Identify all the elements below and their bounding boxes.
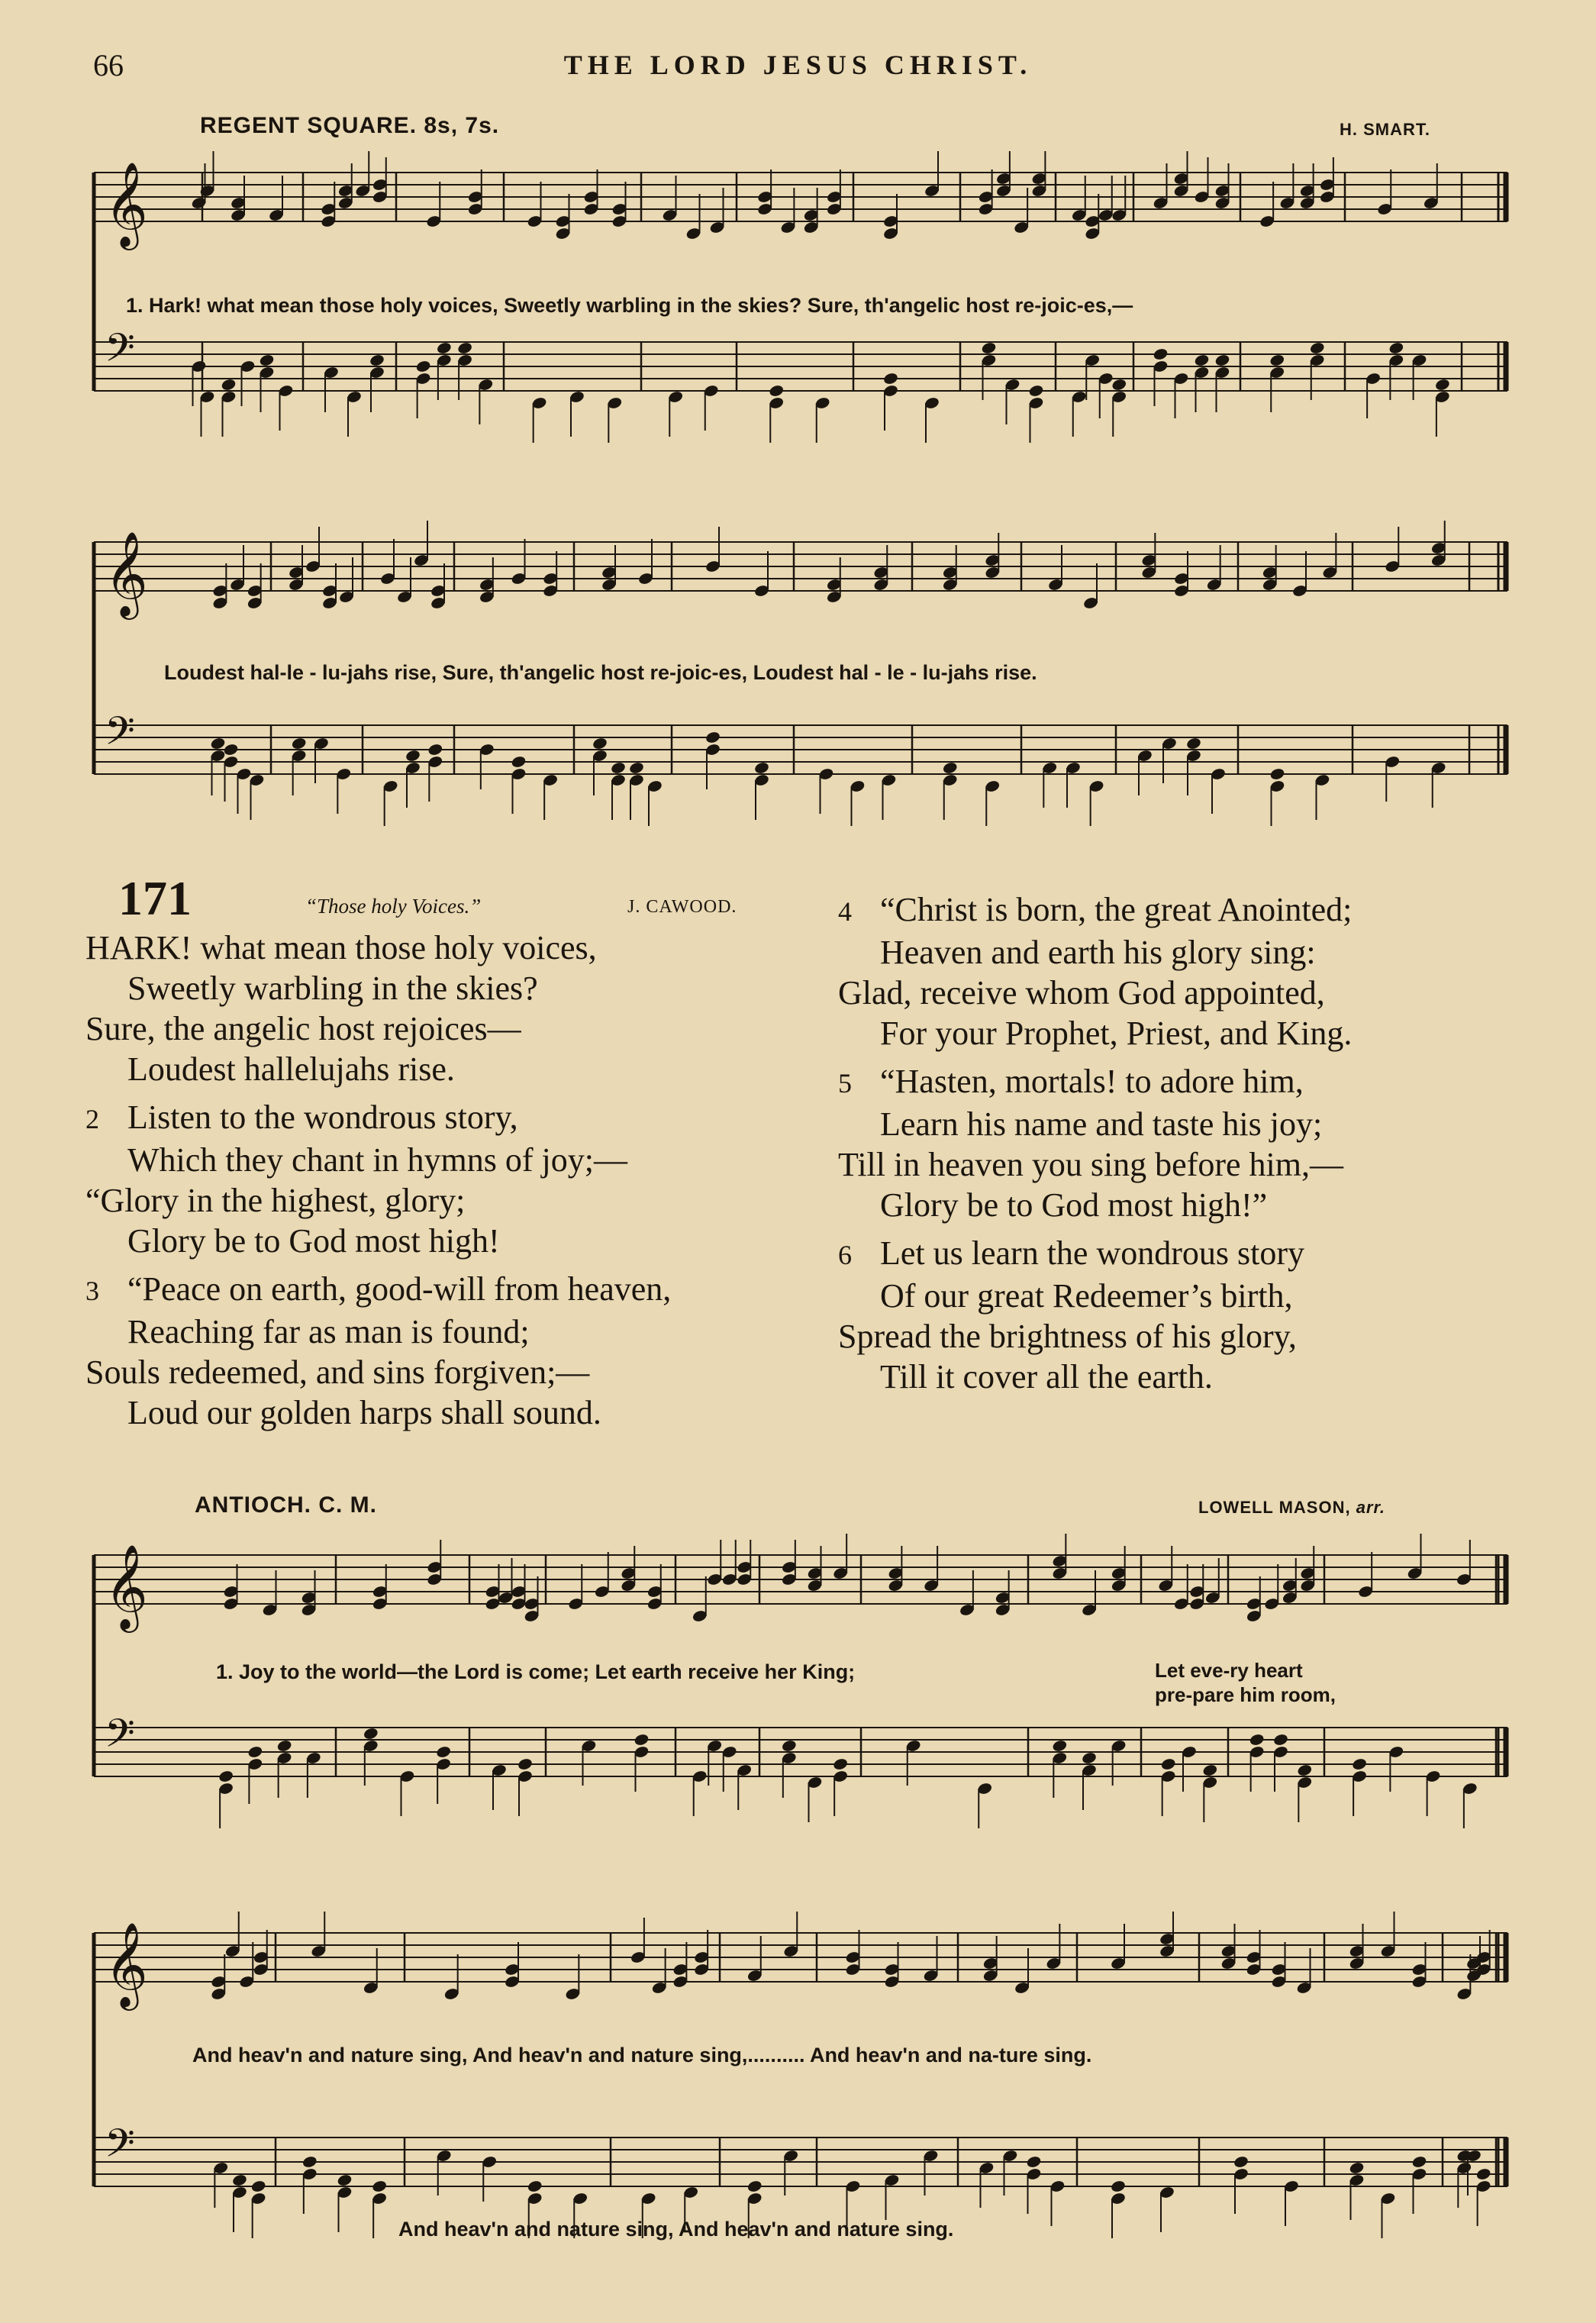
note-head [610, 761, 626, 775]
verse-text: “Glory in the highest, glory; [85, 1182, 466, 1219]
lyric-line: 1. Joy to the world—the Lord is come; Let earth receive her King; [216, 1660, 856, 1683]
verse-line [838, 1144, 1352, 1185]
verse-text: Glory be to God most high! [127, 1222, 500, 1260]
note-head [250, 2179, 266, 2193]
note-head [1349, 2161, 1365, 2175]
tune-title: ANTIOCH. [195, 1492, 311, 1518]
note-head [1194, 353, 1210, 367]
note-head [746, 2179, 763, 2193]
note-head [221, 378, 237, 392]
running-head: THE LORD JESUS CHRIST. [563, 50, 1033, 80]
note-head [291, 737, 307, 750]
verse-number: 2 [85, 1104, 99, 1134]
note-head [1052, 1739, 1068, 1753]
note-head [592, 737, 608, 750]
composer-suffix: arr. [1356, 1498, 1385, 1517]
note-head [1111, 378, 1127, 392]
verse-line [838, 1357, 1352, 1397]
note-head [218, 1770, 234, 1783]
note-head [1233, 2155, 1249, 2169]
note-head [942, 761, 958, 775]
verse-line [85, 1097, 671, 1140]
tune-title: REGENT SQUARE. [200, 113, 418, 138]
verse-line [838, 1013, 1352, 1053]
note-head [1153, 347, 1169, 361]
verse-text: Listen to the wondrous story, [127, 1099, 518, 1136]
verse-number: 6 [838, 1240, 852, 1270]
verse-text: Which they chant in hymns of joy;— [127, 1141, 627, 1179]
verse-text: Souls redeemed, and sins forgiven;— [85, 1353, 590, 1391]
note-head [753, 761, 769, 775]
note-head [337, 2173, 353, 2187]
music-score [88, 519, 1515, 855]
verse-line [85, 1312, 671, 1352]
note-head [1434, 378, 1450, 392]
clef-icon: 𝄢 [105, 324, 135, 381]
note-head [1249, 1733, 1265, 1747]
note-head [517, 1757, 533, 1771]
note-head [1351, 1757, 1367, 1771]
verse-text: For your Prophet, Priest, and King. [880, 1015, 1353, 1052]
verse-text: Till it cover all the earth. [880, 1358, 1213, 1395]
note-head [223, 743, 239, 757]
note-head [435, 1745, 451, 1759]
note-head [369, 353, 385, 367]
verse-text: Sweetly warbling in the skies? [127, 970, 538, 1007]
note-head [276, 1739, 292, 1753]
note-head [415, 360, 431, 373]
note-head [1081, 1751, 1097, 1765]
note-head [628, 761, 644, 775]
verse-text: Loudest hallelujahs rise. [127, 1050, 455, 1088]
verse-text: Sure, the angelic host rejoices— [85, 1010, 521, 1047]
verse-gap [85, 1089, 671, 1097]
verse-line [838, 932, 1352, 973]
note-head [231, 2173, 247, 2187]
tune-meter: C. M. [318, 1492, 378, 1518]
clef-icon: 𝄢 [105, 1710, 135, 1766]
verse-text: Glad, receive whom God appointed, [838, 974, 1325, 1011]
hymn-subtitle: “Those holy Voices.” [305, 895, 482, 918]
note-head [832, 1757, 848, 1771]
verse-line [85, 1140, 671, 1180]
lyric-brace [1155, 1658, 1336, 1707]
note-head [259, 353, 275, 367]
note-head [704, 731, 721, 744]
verse-line [85, 968, 671, 1008]
note-head [781, 1739, 797, 1753]
verse-text: Learn his name and taste his joy; [880, 1105, 1323, 1143]
verse-text: Glory be to God most high!” [880, 1186, 1268, 1224]
clef-icon: 𝄞 [105, 1544, 148, 1629]
verse [838, 1061, 1352, 1225]
lyric-line: And heav'n and nature sing, And heav'n and nature sing. [398, 2218, 954, 2241]
verse-text: HARK! what mean those holy voices, [85, 929, 597, 966]
lyric-brace-bottom: pre-pare him room, [1155, 1683, 1336, 1706]
verse-line [838, 973, 1352, 1013]
lyric-brace-top: Let eve-ry heart [1155, 1659, 1303, 1682]
note-head [1185, 737, 1201, 750]
note-head [511, 755, 527, 769]
note-head [1309, 341, 1325, 355]
note-head [1026, 2155, 1042, 2169]
note-head [1110, 2179, 1126, 2193]
note-head [769, 384, 785, 398]
verse-line [838, 1233, 1352, 1276]
verse-line [85, 1049, 671, 1089]
note-head [1160, 1757, 1176, 1771]
note-head [1202, 1763, 1218, 1777]
note-head [981, 341, 997, 355]
verse [85, 928, 671, 1089]
verse-line [838, 1276, 1352, 1316]
lyric-line: 1. Hark! what mean those holy voices, Sweetly warbling in the skies? Sure, th'angelic host re-joic-es,— [126, 294, 1133, 317]
verse-line [85, 1352, 671, 1392]
verse-text: Till in heaven you sing before him,— [838, 1146, 1343, 1183]
note-head [882, 372, 898, 386]
verse-line [838, 889, 1352, 932]
note-head [247, 1745, 263, 1759]
page-number: 66 [93, 48, 124, 82]
note-head [1269, 767, 1285, 781]
note-head [210, 737, 226, 750]
lyric-line: And heav'n and nature sing, And heav'n and nature sing,.......... And heav'n and na-ture sing. [192, 2044, 1092, 2067]
clef-icon: 𝄞 [105, 531, 148, 616]
note-head [1272, 1733, 1288, 1747]
note-head [1028, 384, 1044, 398]
verse [85, 1269, 671, 1433]
hymn-number: 171 [118, 871, 192, 925]
verse-gap [838, 1225, 1352, 1233]
verse-text: Loud our golden harps shall sound. [127, 1394, 601, 1431]
note-head [527, 2179, 543, 2193]
note-head [634, 1733, 650, 1747]
note-head [405, 749, 421, 763]
verse-text: Reaching far as man is found; [127, 1313, 530, 1350]
clef-icon: 𝄞 [105, 161, 148, 247]
note-head [1214, 353, 1230, 367]
composer-credit: H. SMART. [1340, 120, 1430, 139]
verse-line [838, 1185, 1352, 1225]
note-head [456, 341, 472, 355]
verse-gap [85, 1261, 671, 1269]
clef-icon: 𝄞 [105, 1921, 148, 2007]
verse-text: “Peace on earth, good-will from heaven, [127, 1270, 672, 1308]
verse-line [838, 1316, 1352, 1357]
verse-text: “Hasten, mortals! to adore him, [880, 1063, 1304, 1100]
note-head [363, 1727, 379, 1741]
verse-line [85, 1180, 671, 1221]
note-head [1388, 341, 1404, 355]
verse-line [85, 928, 671, 968]
verse [838, 889, 1352, 1053]
note-head [436, 341, 452, 355]
verse-number: 5 [838, 1068, 852, 1099]
verse-line [85, 1008, 671, 1049]
tune-meter: 8s, 7s. [424, 113, 500, 138]
hymn-author: J. CAWOOD. [627, 897, 737, 917]
clef-icon: 𝄢 [105, 708, 135, 764]
verse [838, 1233, 1352, 1397]
verse-line [838, 1061, 1352, 1104]
note-head [371, 2179, 387, 2193]
verse [85, 1097, 671, 1261]
tune-name [200, 113, 499, 139]
clef-icon: 𝄢 [105, 2120, 135, 2176]
verse-line [85, 1221, 671, 1261]
verse-line [85, 1269, 671, 1312]
note-head [1475, 2167, 1491, 2181]
verse-line [85, 1392, 671, 1433]
verse-number: 4 [838, 896, 852, 927]
note-head [1297, 1763, 1313, 1777]
verse-text: Spread the brightness of his glory, [838, 1318, 1297, 1355]
verse-text: “Christ is born, the great Anointed; [880, 891, 1353, 928]
verse-line [838, 1104, 1352, 1144]
composer-credit [1198, 1498, 1385, 1518]
tune-name [195, 1492, 377, 1518]
verse-text: Of our great Redeemer’s birth, [880, 1277, 1293, 1315]
note-head [301, 2155, 318, 2169]
music-score [88, 1908, 1515, 2260]
composer-name: LOWELL MASON, [1198, 1498, 1351, 1517]
verses-left-column [85, 928, 671, 1433]
verse-gap [838, 1053, 1352, 1061]
verses-right-column [838, 889, 1352, 1397]
music-system [88, 1908, 1515, 2260]
music-system [88, 519, 1515, 855]
note-head [427, 743, 443, 757]
lyric-line: Loudest hal-le - lu-jahs rise, Sure, th'angelic host re-joic-es, Loudest hal - le - lu-jahs rise. [164, 661, 1037, 684]
note-head [1411, 2155, 1427, 2169]
verse-text: Heaven and earth his glory sing: [880, 934, 1316, 971]
verse-number: 3 [85, 1276, 99, 1306]
verse-text: Let us learn the wondrous story [880, 1234, 1304, 1272]
note-head [1269, 353, 1285, 367]
